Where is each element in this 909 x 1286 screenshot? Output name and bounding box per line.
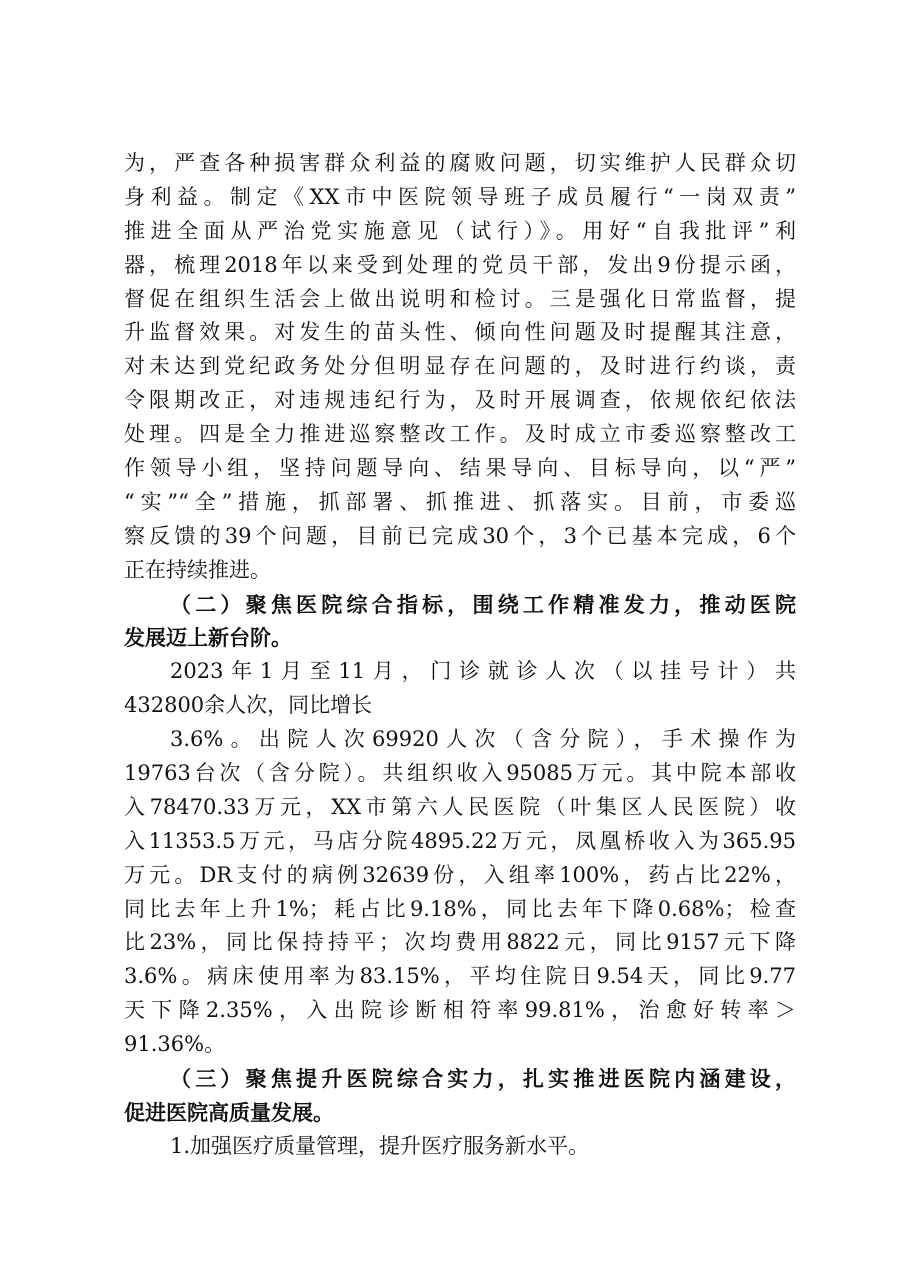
subsection-heading: 1.加强医疗质量管理，提升医疗服务新水平。 (170, 1133, 590, 1158)
text-line: 身利益。制定《XX市中医院领导班子成员履行“一岗双责” (124, 184, 796, 209)
text-line: 比23%，同比保持持平；次均费用8822元，同比9157元下降 (124, 930, 796, 955)
text-line: 同比去年上升1%；耗占比9.18%，同比去年下降0.68%；检查 (124, 896, 796, 921)
text-line: 91.36%。 (124, 1032, 226, 1057)
text-line: 入78470.33万元，XX市第六人民医院（叶集区人民医院）收 (124, 794, 796, 819)
text-line: 2023年1月至11月，门诊就诊人次（以挂号计）共 (170, 659, 796, 684)
section-heading: 发展迈上新台阶。 (124, 625, 292, 651)
text-line: 令限期改正，对违规违纪行为，及时开展调查，依规依纪依法 (124, 388, 796, 413)
text-line: 器，梳理2018年以来受到处理的党员干部，发出9份提示函， (124, 252, 796, 277)
text-line: 正在持续推进。 (124, 557, 271, 582)
text-line: 万元。DR支付的病例32639份，入组率100%，药占比22%， (124, 862, 796, 887)
text-line: 升监督效果。对发生的苗头性、倾向性问题及时提醒其注意， (124, 320, 796, 345)
section-heading: 促进医院高质量发展。 (124, 1099, 334, 1125)
text-line: 察反馈的39个问题，目前已完成30个，3个已基本完成，6个 (124, 523, 796, 548)
text-line: 为，严查各种损害群众利益的腐败问题，切实维护人民群众切 (124, 151, 796, 175)
text-line: 作领导小组，坚持问题导向、结果导向、目标导向，以“严” (124, 456, 796, 481)
text-line: 督促在组织生活会上做出说明和检讨。三是强化日常监督，提 (124, 286, 796, 311)
section-heading: （二）聚焦医院综合指标，围绕工作精准发力，推动医院 (170, 591, 796, 617)
text-line: 19763台次（含分院）。共组织收入95085万元。其中院本部收 (124, 761, 796, 786)
document-body (124, 147, 796, 1164)
text-line: 天下降2.35%，入出院诊断相符率99.81%，治愈好转率＞ (124, 998, 796, 1023)
text-line: 入11353.5万元，马店分院4895.22万元，凤凰桥收入为365.95 (124, 828, 796, 853)
text-line: 推进全面从严治党实施意见（试行）》。用好“自我批评”利 (124, 218, 796, 243)
text-line: 对未达到党纪政务处分但明显存在问题的，及时进行约谈，责 (124, 354, 796, 379)
text-line: 处理。四是全力推进巡察整改工作。及时成立市委巡察整改工 (124, 422, 796, 447)
text-line: 432800余人次，同比增长 (124, 693, 373, 718)
text-line: 3.6%。出院人次69920人次（含分院），手术操作为 (170, 727, 796, 752)
text-line: 3.6%。病床使用率为83.15%，平均住院日9.54天，同比9.77 (124, 964, 796, 989)
section-heading: （三）聚焦提升医院综合实力，扎实推进医院内涵建设， (170, 1066, 796, 1092)
text-line: “实”“全”措施，抓部署、抓推进、抓落实。目前，市委巡 (124, 489, 796, 514)
